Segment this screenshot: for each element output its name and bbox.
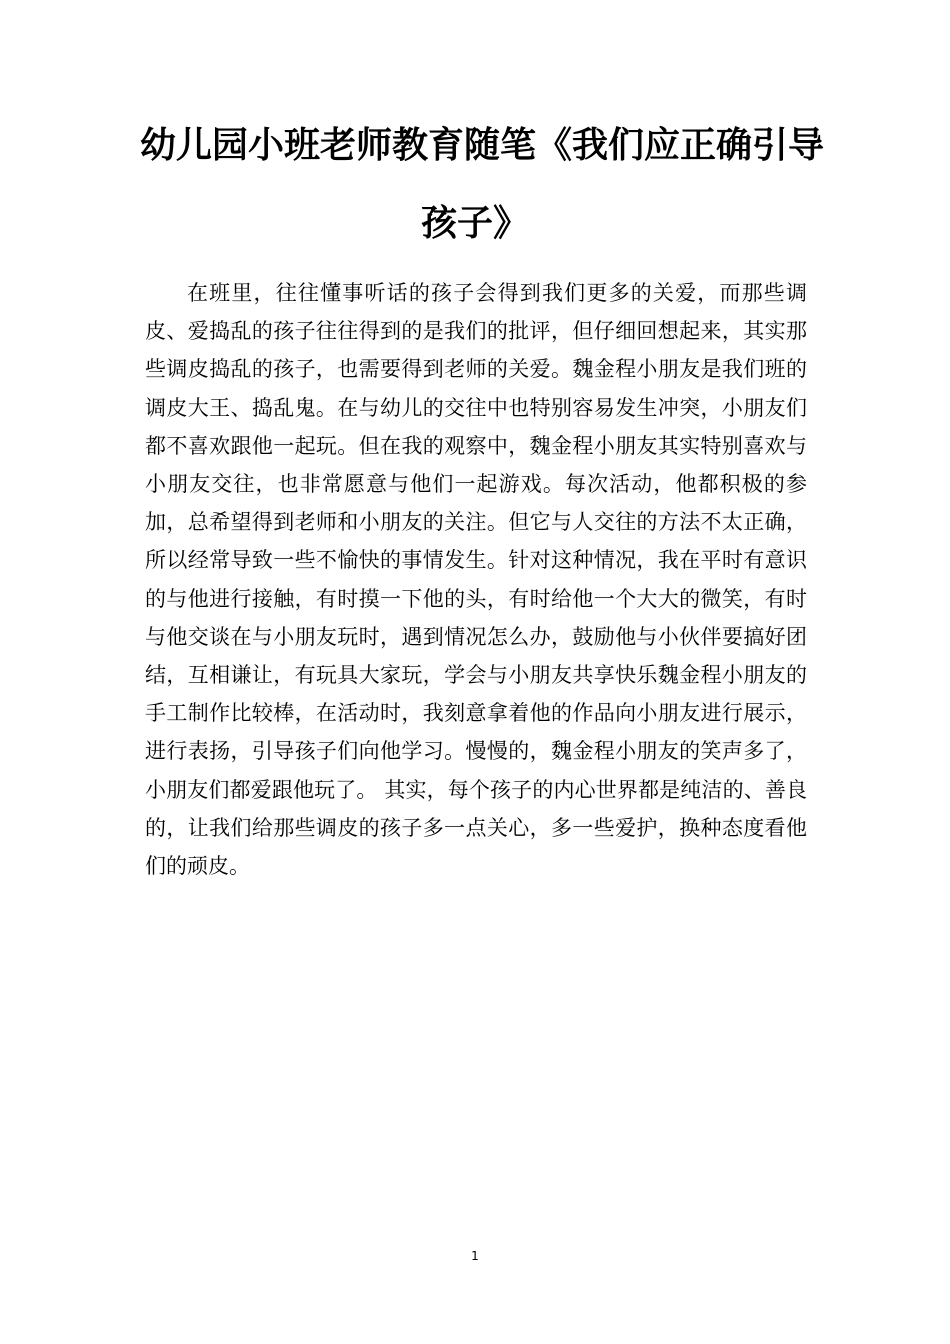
body-paragraph: 在班里，往往懂事听话的孩子会得到我们更多的关爱，而那些调皮、爱捣乱的孩子往往得到的是我们的批评，但仔细回想起来，其实那些调皮捣乱的孩子，也需要得到老师的关爱。魏金程小朋友是我们班的调皮大王、捣乱鬼。在与幼儿的交往中也特别容易发生冲突，小朋友们都不喜欢跟他一起玩。但在我的观察中，魏金程小朋友其实特别喜欢与小朋友交往，也非常愿意与他们一起游戏。每次活动，他都积极的参加，总希望得到老师和小朋友的关注。但它与人交往的方法不太正确，所以经常导致一些不愉快的事情发生。针对这种情况，我在平时有意识的与他进行接触，有时摸一下他的头，有时给他一个大大的微笑，有时与他交谈在与小朋友玩时，遇到情况怎么办，鼓励他与小伙伴要搞好团结，互相谦让，有玩具大家玩，学会与小朋友共享快乐魏金程小朋友的手工制作比较棒，在活动时，我刻意拿着他的作品向小朋友进行展示，进行表扬，引导孩子们向他学习。慢慢的，魏金程小朋友的笑声多了，小朋友们都爱跟他玩了。 其实，每个孩子的内心世界都是纯洁的、善良的，让我们给那些调皮的孩子多一点关心，多一些爱护，换种态度看他们的顽皮。 — [145, 281, 807, 879]
document-title-line-1: 幼儿园小班老师教育随笔《我们应正确引导 — [140, 125, 825, 166]
document-title-line-2: 孩子》 — [420, 203, 529, 244]
page-number: 1 — [471, 1249, 479, 1263]
